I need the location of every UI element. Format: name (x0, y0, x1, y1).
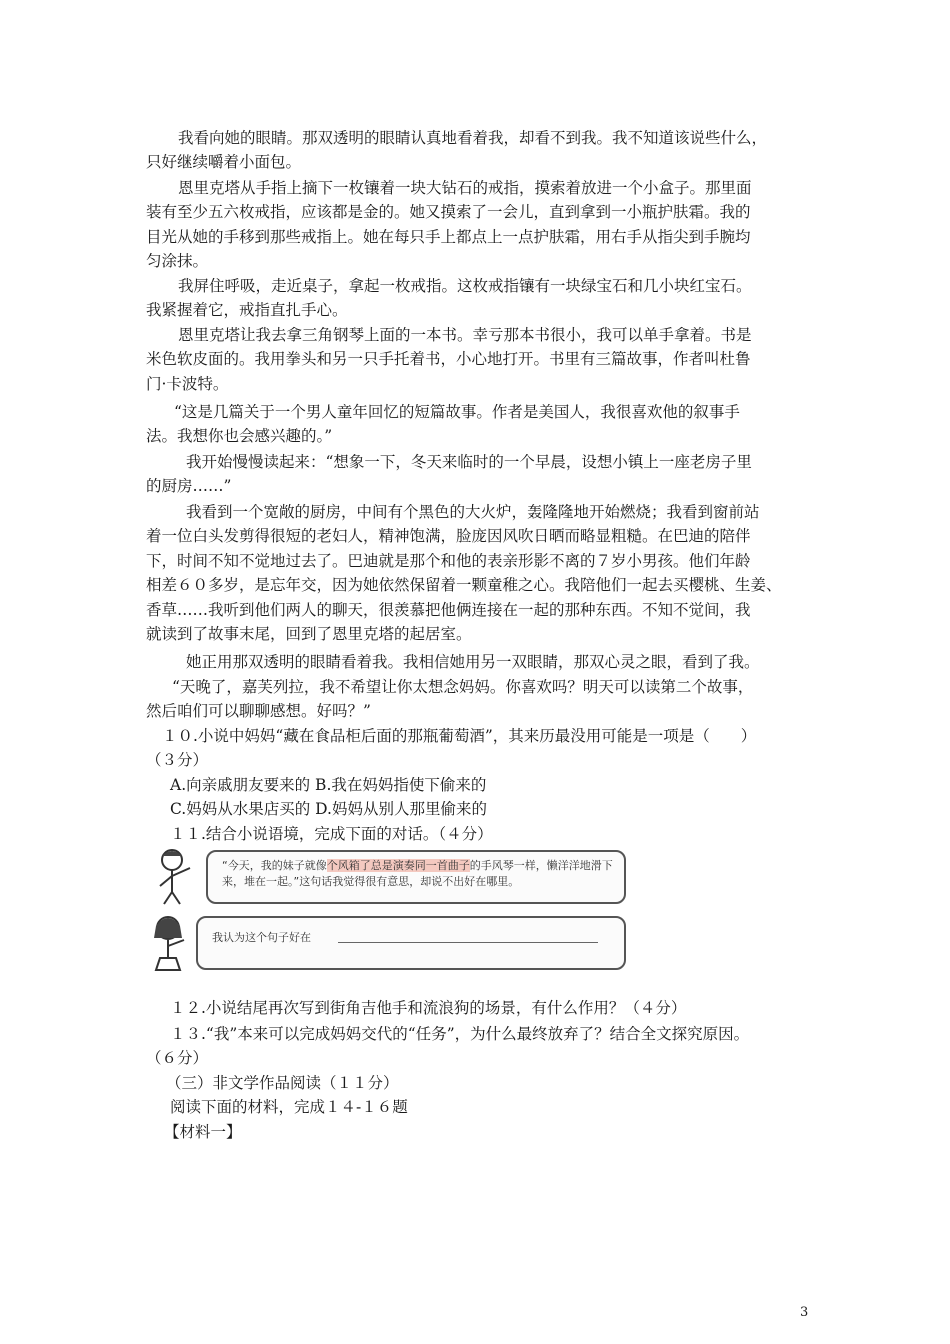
option-line: A.向亲戚朋友要来的 B.我在妈妈指使下偷来的 (170, 776, 487, 794)
question-10-options (146, 773, 814, 822)
option-line: C.妈妈从水果店买的 D.妈妈从别人那里偷来的 (170, 800, 487, 819)
text-line: 香草……我听到他们两人的聊天，很羡慕把他俩连接在一起的那种东西。不知不觉间，我 (146, 600, 751, 619)
text-line: 就读到了故事末尾，回到了恩里克塔的起居室。 (146, 625, 472, 644)
question-text: １３.“我”本来可以完成妈妈交代的“任务”，为什么最终放弃了？结合全文探究原因。 (170, 1025, 750, 1043)
question-11 (146, 822, 814, 846)
page-number: 3 (800, 1305, 809, 1320)
question-points: （３分） (146, 751, 209, 770)
question-points: （６分） (146, 1049, 209, 1068)
girl-illustration-icon (146, 912, 196, 972)
text-line: 只好继续嚼着小面包。 (146, 153, 302, 172)
text-line: 匀涂抹。 (146, 252, 209, 271)
paragraph-8 (146, 650, 814, 674)
text-line: 恩里克塔从手指上摘下一枚镶着一块大钻石的戒指，摸索着放进一个小盒子。那里面 (178, 179, 752, 197)
question-10 (146, 724, 814, 773)
text-line: 我屏住呼吸，走近桌子，拿起一枚戒指。这枚戒指镶有一块绿宝石和几小块红宝石。 (178, 277, 752, 295)
section-title: （三）非文学作品阅读（１１分） (166, 1074, 399, 1092)
boy-illustration-icon (150, 846, 200, 906)
text-line: 的厨房……” (146, 477, 232, 496)
text-line: 我看到一个宽敞的厨房，中间有个黑色的大火炉，轰隆隆地开始燃烧；我看到窗前站 (186, 503, 760, 521)
text-line: 我看向她的眼睛。那双透明的眼睛认真地看着我，却看不到我。我不知道该说些什么， (178, 129, 768, 147)
question-text: １２.小说结尾再次写到街角吉他手和流浪狗的场景，有什么作用？（４分） (170, 999, 687, 1017)
paragraph-3 (146, 274, 814, 323)
text-line: 恩里克塔让我去拿三角钢琴上面的一本书。幸亏那本书很小，我可以单手拿着。书是 (178, 326, 752, 344)
material-label: 【材料一】 (164, 1122, 242, 1141)
question-text: １０.小说中妈妈“藏在食品柜后面的那瓶葡萄酒”，其来历最没用可能是一项是（ ） (162, 727, 757, 745)
text-line: 法。我想你也会感兴趣的。” (146, 427, 333, 446)
question-13 (146, 1022, 814, 1071)
dialogue-figure (146, 846, 630, 972)
answer-line (338, 942, 598, 943)
text-line: 然后咱们可以聊聊感想。好吗？” (146, 702, 371, 721)
speech-bubble-2 (196, 916, 626, 970)
text-line: 相差６０多岁，是忘年交，因为她依然保留着一颗童稚之心。我陪他们一起去买樱桃、生姜、 (146, 576, 782, 595)
paragraph-1 (146, 126, 814, 175)
speech-bubble-1 (206, 850, 626, 904)
paragraph-6 (146, 450, 814, 499)
paragraph-9 (146, 675, 814, 724)
speech-bubble-2-text: 我认为这个句子好在 (212, 931, 311, 944)
text-line: “这是几篇关于一个男人童年回忆的短篇故事。作者是美国人，我很喜欢他的叙事手 (174, 403, 740, 421)
text-line: 米色软皮面的。我用拳头和另一只手托着书，小心地打开。书里有三篇故事，作者叫杜鲁 (146, 350, 751, 369)
paragraph-5 (146, 400, 814, 449)
section-heading (146, 1071, 814, 1144)
question-text: １１.结合小说语境，完成下面的对话。（４分） (170, 825, 493, 843)
paragraph-4 (146, 323, 814, 396)
text-line: 我开始慢慢读起来：“想象一下，冬天来临时的一个早晨，设想小镇上一座老房子里 (186, 453, 752, 471)
text-line: 门·卡波特。 (146, 374, 229, 393)
text-line: “天晚了，嘉芙列拉，我不希望让你太想念妈妈。你喜欢吗？明天可以读第二个故事， (172, 678, 754, 696)
text-line: 我紧握着它，戒指直扎手心。 (146, 301, 348, 320)
section-instruction: 阅读下面的材料，完成１４-１６题 (170, 1098, 408, 1117)
text-line: 装有至少五六枚戒指，应该都是金的。她又摸索了一会儿，直到拿到一小瓶护肤霜。我的 (146, 203, 751, 222)
text-line: 着一位白头发剪得很短的老妇人，精神饱满，脸庞因风吹日晒而略显粗糙。在巴迪的陪伴 (146, 527, 751, 546)
text-line: 目光从她的手移到那些戒指上。她在每只手上都点上一点护肤霜，用右手从指尖到手腕均 (146, 227, 751, 246)
paragraph-2 (146, 176, 814, 274)
speech-bubble-1-text: “今天，我的妹子就像个风箱了总是演奏同一首曲子的手风琴一样，懒洋洋地滑下来，堆在一起。”这句话我觉得很有意思，却说不出好在哪里。 (222, 859, 613, 888)
text-line: 下，时间不知不觉地过去了。巴迪就是那个和他的表亲形影不离的７岁小男孩。他们年龄 (146, 551, 751, 570)
text-line: 她正用那双透明的眼睛看着我。我相信她用另一双眼睛，那双心灵之眼，看到了我。 (186, 653, 760, 671)
paragraph-7 (146, 500, 814, 646)
question-12 (146, 996, 814, 1020)
